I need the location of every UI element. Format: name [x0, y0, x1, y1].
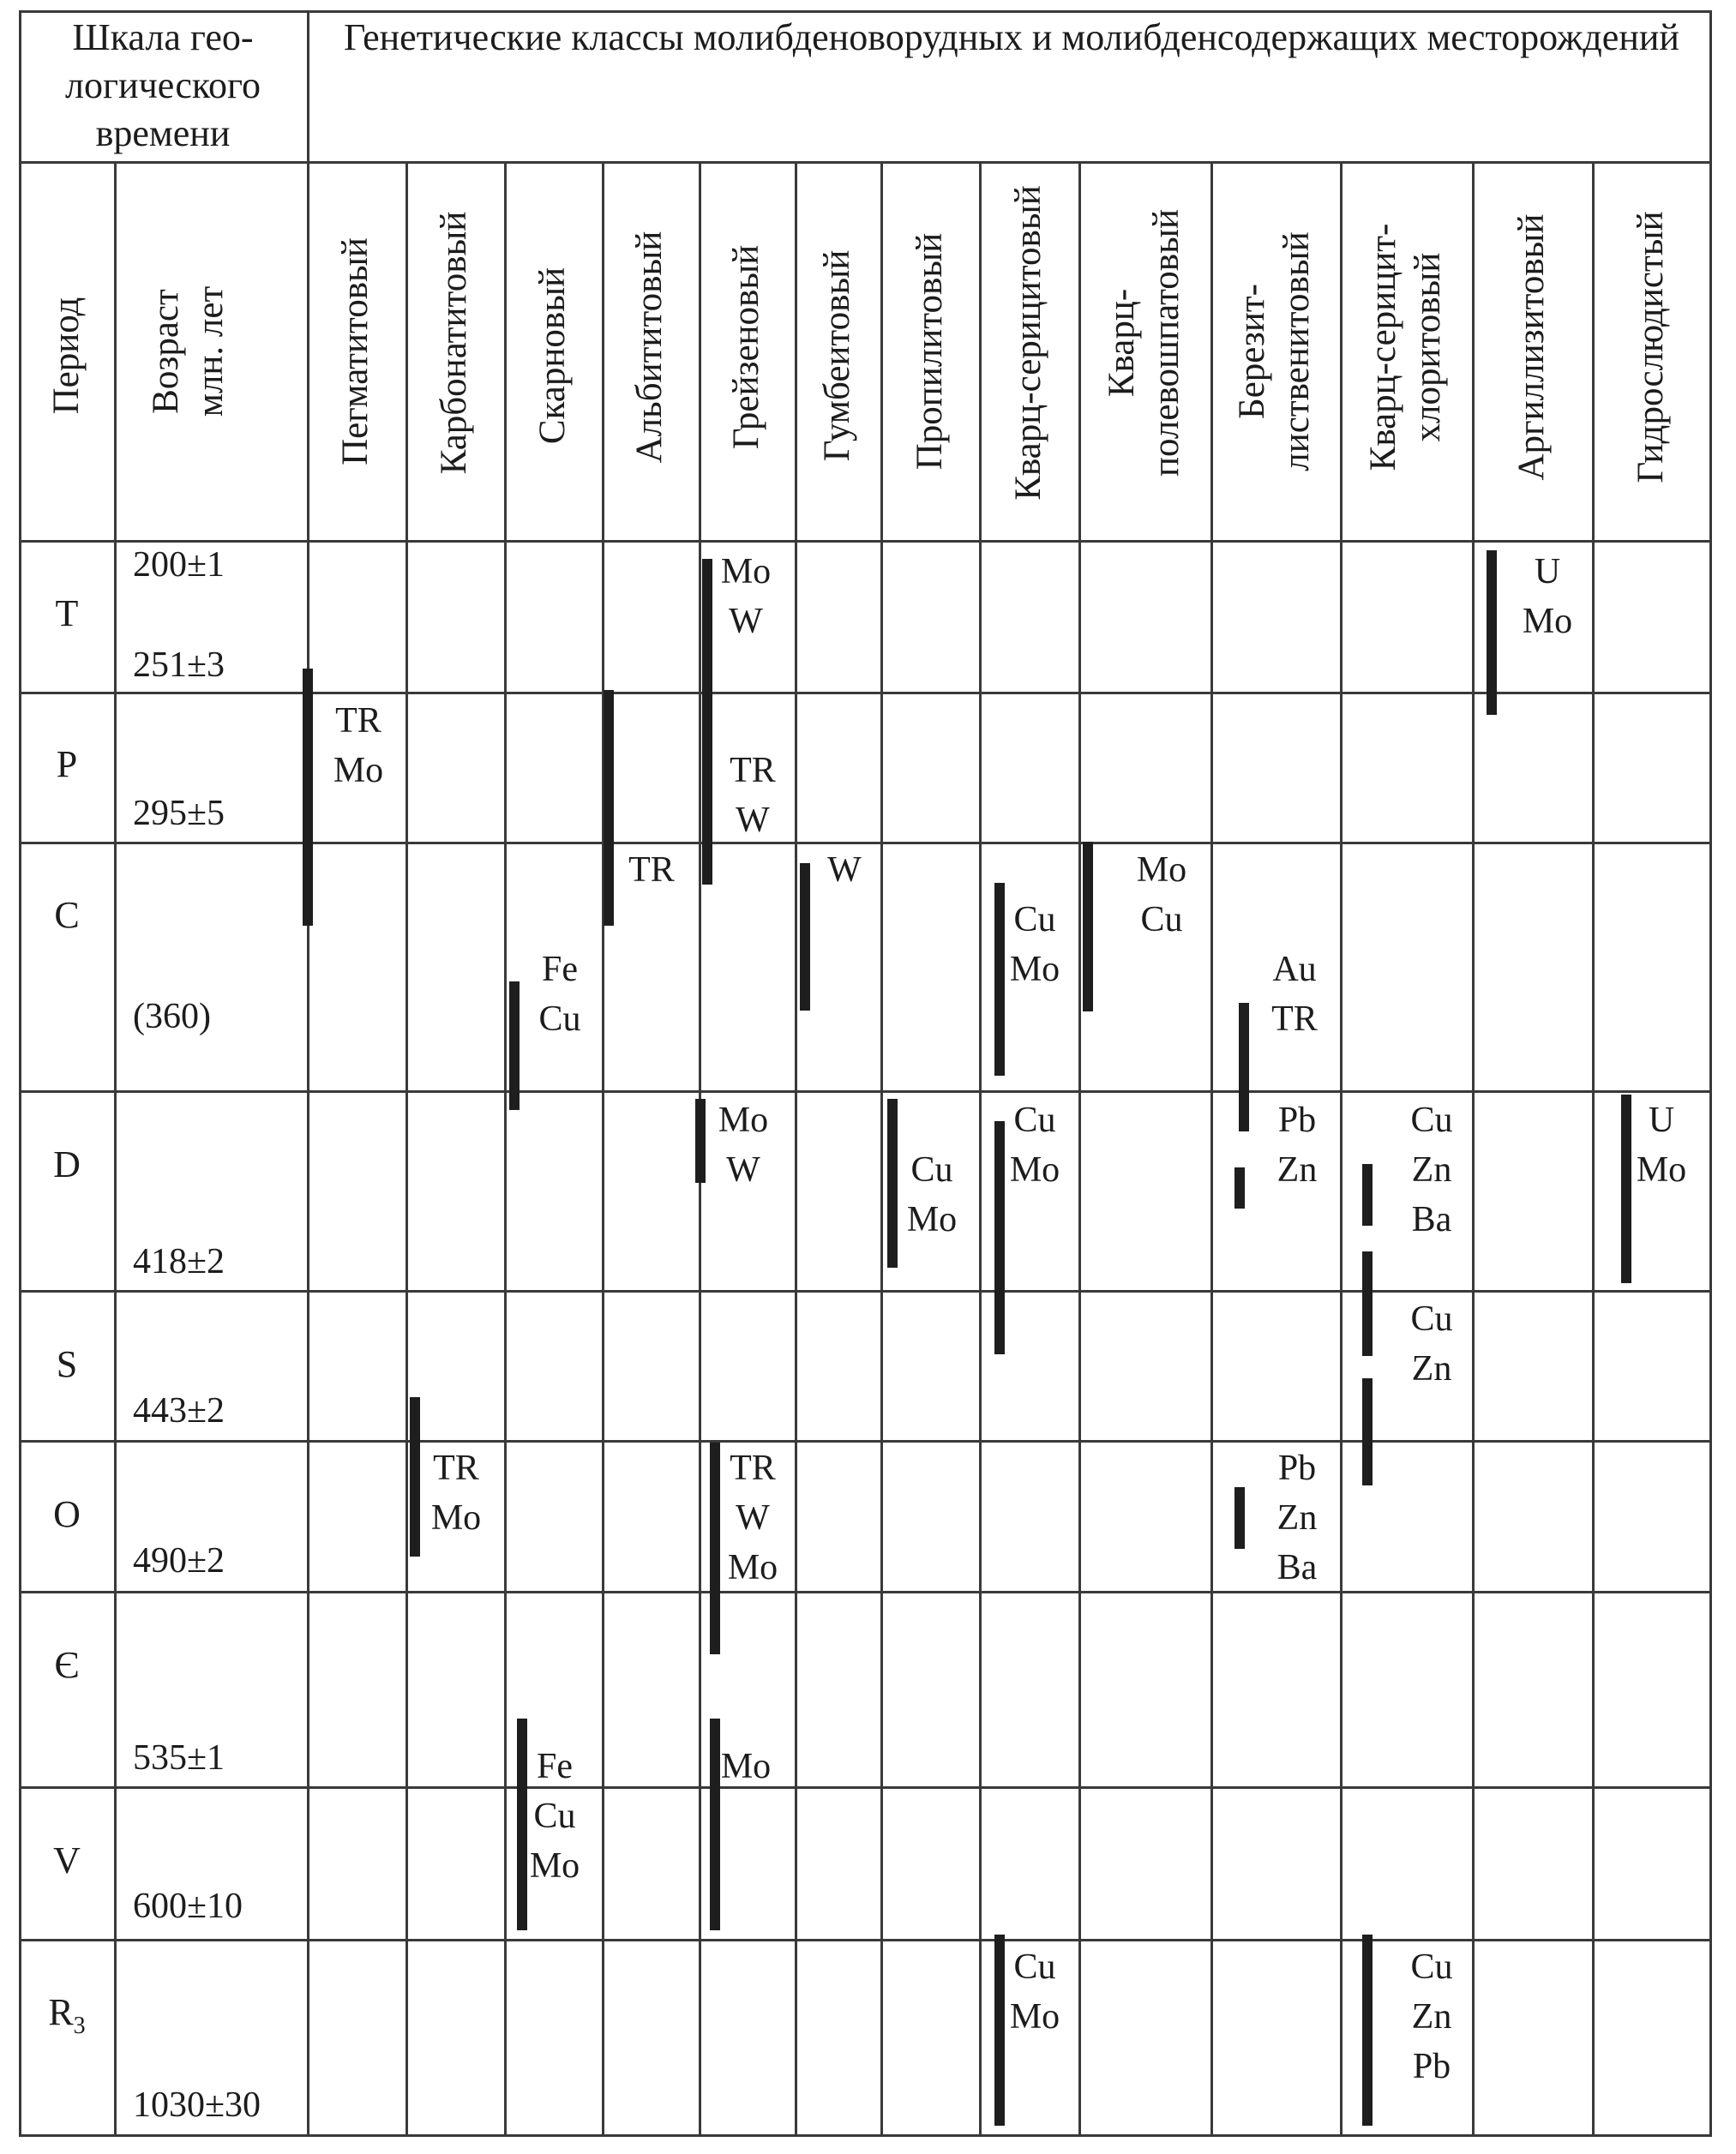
- age-200: 200±1: [133, 545, 225, 585]
- age-251: 251±3: [133, 645, 225, 685]
- class-header-quartz-sericite: Кварц-серицитовый: [1008, 185, 1048, 501]
- class-header-carbonatite: Карбонатитовый: [434, 211, 474, 475]
- period-P: P: [56, 743, 78, 785]
- period-V: V: [53, 1839, 81, 1881]
- range-bar-beresite: [1239, 1003, 1249, 1131]
- elements-hydromica: U Mo: [1636, 1101, 1687, 1190]
- class-header-skarn: Скарновый: [532, 267, 573, 445]
- elements-propylite: Cu Mo: [906, 1150, 958, 1239]
- class-header-pegmatite: Пегматитовый: [335, 237, 375, 465]
- grid-line-row: [19, 1591, 1712, 1593]
- grid-col-line: [795, 161, 797, 2137]
- range-bar-quartz-sericite: [994, 1121, 1005, 1354]
- age-490: 490±2: [133, 1541, 225, 1581]
- elements-greisen-d: Mo W: [718, 1101, 769, 1190]
- period-R3: $R_3$: [48, 1991, 86, 2039]
- class-header-albitite: Альбититовый: [629, 231, 670, 464]
- class-header-greisen: Грейзеновый: [726, 244, 766, 450]
- grid-line-subheader: [19, 540, 1712, 543]
- period-C: C: [54, 894, 80, 936]
- range-bar-greisen: [702, 559, 712, 885]
- period-cambrian: Є: [54, 1644, 80, 1686]
- scale-title: Шкала гео-логического времени: [65, 16, 261, 154]
- range-bar-carbonatite: [410, 1397, 420, 1557]
- grid-line-row: [19, 842, 1712, 844]
- grid-col-line: [307, 10, 309, 2137]
- range-bar-qsc: [1362, 1251, 1373, 1356]
- elements-carbonatite: TR Mo: [430, 1449, 482, 1538]
- elements-albitite: TR: [628, 850, 675, 890]
- grid-col-line: [880, 161, 883, 2137]
- range-bar-gumbeite: [800, 863, 810, 1011]
- classes-title: Генетические классы молибденоворудных и молибденсодержащих месторождений: [344, 16, 1679, 58]
- range-bar-propylite: [887, 1099, 898, 1268]
- grid-line-bottom: [19, 2134, 1712, 2137]
- grid-line-header: [19, 161, 1712, 164]
- grid-col-line: [1472, 161, 1475, 2137]
- class-header-propylite: Пропилитовый: [910, 232, 950, 471]
- elements-beresite-o: Pb Zn Ba: [1276, 1449, 1318, 1587]
- grid-col-line: [405, 161, 408, 2137]
- grid-line-row: [19, 1090, 1712, 1093]
- grid-line-row: [19, 1786, 1712, 1789]
- grid-col-line: [1210, 161, 1213, 2137]
- grid-line-top: [19, 10, 1712, 13]
- age-360: (360): [133, 997, 211, 1036]
- range-bar-quartz-feldspar: [1083, 842, 1093, 1011]
- grid-line-row: [19, 1440, 1712, 1443]
- class-header-beresite-listvenite: Березит- лиственитовый: [1232, 231, 1317, 471]
- elements-qsc-d: Cu Zn Ba: [1410, 1101, 1453, 1239]
- elements-quartz-sericite-d: Cu Mo: [1009, 1101, 1060, 1190]
- age-295: 295±5: [133, 794, 225, 833]
- elements-greisen-v: Mo: [720, 1747, 772, 1786]
- age-header: [144, 286, 233, 417]
- range-bar-pegmatite: [303, 669, 313, 926]
- period-S: S: [56, 1343, 78, 1385]
- range-bar-qsc: [1362, 1378, 1373, 1485]
- elements-gumbeite: W: [827, 850, 862, 890]
- period-header: Период: [46, 297, 87, 415]
- class-header-quartz-feldspar: Кварц- полевошпатовый: [1102, 208, 1186, 477]
- range-bar-qsc: [1362, 1935, 1373, 2126]
- age-header-line2: млн. лет: [190, 285, 231, 417]
- class-header-quartz-sericite-chlorite: Кварц-серицит- хлоритовый: [1363, 223, 1448, 471]
- elements-greisen-p: TR W: [730, 751, 776, 840]
- elements-quartz-feldspar: Mo Cu: [1136, 850, 1187, 939]
- range-bar-skarn: [509, 981, 520, 1110]
- grid-col-line: [504, 161, 507, 2137]
- class-header-hydromica: Гидрослюдистый: [1631, 211, 1671, 483]
- elements-argillizite-t: U Mo: [1522, 552, 1573, 641]
- range-bar-hydromica: [1621, 1095, 1631, 1283]
- elements-quartz-sericite-c: Cu Mo: [1009, 900, 1060, 989]
- range-bar-beresite: [1234, 1487, 1245, 1549]
- grid-col-line: [1340, 161, 1343, 2137]
- range-bar-albitite: [604, 690, 614, 926]
- period-O: O: [53, 1493, 81, 1535]
- age-535: 535±1: [133, 1738, 225, 1778]
- grid-line-row: [19, 1939, 1712, 1941]
- elements-beresite-d: Pb Zn: [1276, 1101, 1318, 1190]
- grid-line-row: [19, 692, 1712, 694]
- elements-beresite-c: Au TR: [1271, 950, 1318, 1039]
- range-bar-argillizite: [1487, 550, 1497, 715]
- elements-pegmatite: TR Mo: [333, 701, 384, 790]
- elements-quartz-sericite-r3: Cu Mo: [1009, 1947, 1060, 2037]
- grid-col-line: [1592, 161, 1595, 2137]
- elements-greisen-t: Mo W: [720, 552, 772, 641]
- range-bar-beresite: [1234, 1167, 1245, 1209]
- range-bar-quartz-sericite: [994, 883, 1005, 1076]
- period-T: T: [55, 592, 79, 634]
- elements-skarn-c: Fe Cu: [538, 950, 581, 1039]
- elements-skarn-v: Fe Cu Mo: [529, 1747, 580, 1886]
- range-bar-qsc: [1362, 1164, 1373, 1226]
- grid-line-row: [19, 1290, 1712, 1293]
- age-418: 418±2: [133, 1242, 225, 1281]
- age-600: 600±10: [133, 1887, 243, 1926]
- age-1030: 1030±30: [133, 2085, 261, 2125]
- elements-qsc-r3: Cu Zn Pb: [1410, 1947, 1453, 2086]
- period-D: D: [53, 1143, 81, 1185]
- grid-col-line: [602, 161, 604, 2137]
- grid-col-line: [1078, 161, 1081, 2137]
- class-header-argillizite: Аргиллизитовый: [1511, 213, 1552, 481]
- elements-greisen-o: TR W Mo: [727, 1449, 778, 1587]
- age-header-line1: Возраст: [146, 289, 186, 414]
- grid-col-line: [1709, 10, 1712, 2137]
- range-bar-greisen: [695, 1099, 706, 1183]
- age-443: 443±2: [133, 1391, 225, 1431]
- grid-col-line: [979, 161, 982, 2137]
- class-header-gumbeite: Гумбеитовый: [817, 249, 857, 462]
- grid-col-line: [19, 10, 21, 2137]
- elements-qsc-s: Cu Zn: [1410, 1299, 1453, 1389]
- range-bar-quartz-sericite: [994, 1935, 1005, 2126]
